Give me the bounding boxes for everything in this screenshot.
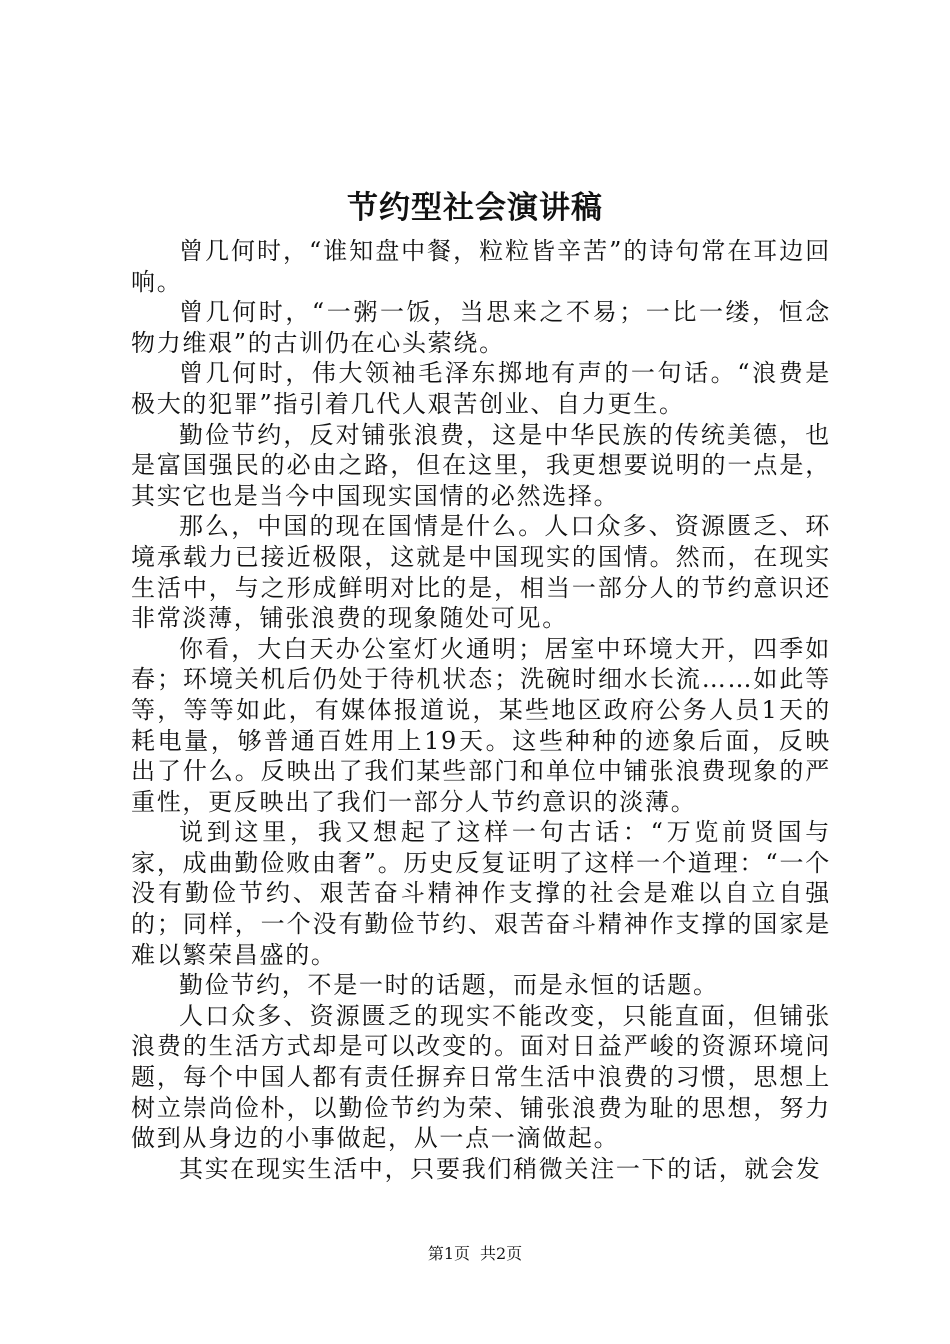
paragraph: 曾几何时，“一粥一饭，当思来之不易；一比一缕，恒念物力维艰”的古训仍在心头萦绕。 bbox=[131, 298, 831, 357]
paragraph: 勤俭节约，不是一时的话题，而是永恒的话题。 bbox=[179, 971, 719, 1000]
paragraph: 曾几何时，伟大领袖毛泽东掷地有声的一句话。“浪费是极大的犯罪”指引着几代人艰苦创业、自力更生。 bbox=[131, 359, 831, 418]
paragraph: 勤俭节约，反对铺张浪费，这是中华民族的传统美德，也是富国强民的必由之路，但在这里，我更想要说明的一点是，其实它也是当今中国现实国情的必然选择。 bbox=[131, 420, 831, 510]
page-title: 节约型社会演讲稿 bbox=[347, 190, 603, 226]
document-body bbox=[131, 236, 831, 1184]
paragraph: 那么，中国的现在国情是什么。人口众多、资源匮乏、环境承载力已接近极限，这就是中国现实的国情。然而，在现实生活中，与之形成鲜明对比的是，相当一部分人的节约意识还非常淡薄，铺张浪费的现象随处可见。 bbox=[131, 512, 831, 633]
page-total: 共2页 bbox=[480, 1244, 523, 1263]
paragraph: 你看，大白天办公室灯火通明；居室中环境大开，四季如春；环境关机后仍处于待机状态；洗碗时细水长流……如此等等，等等如此，有媒体报道说，某些地区政府公务人员1天的耗电量，够普通百姓用上19天。这些种种的迹象后面，反映出了什么。反映出了我们某些部门和单位中铺张浪费现象的严重性，更反映出了我们一部分人节约意识的淡薄。 bbox=[131, 634, 831, 816]
paragraph: 人口众多、资源匮乏的现实不能改变，只能直面，但铺张浪费的生活方式却是可以改变的。面对日益严峻的资源环境问题，每个中国人都有责任摒弃日常生活中浪费的习惯，思想上树立崇尚俭朴，以勤俭节约为荣、铺张浪费为耻的思想，努力做到从身边的小事做起，从一点一滴做起。 bbox=[131, 1001, 831, 1153]
paragraph: 其实在现实生活中，只要我们稍微关注一下的话，就会发 bbox=[179, 1154, 822, 1183]
page-footer bbox=[0, 1244, 950, 1264]
page-number: 第1页 bbox=[427, 1244, 470, 1263]
paragraph: 说到这里，我又想起了这样一句古话：“万览前贤国与家，成曲勤俭败由奢”。历史反复证明了这样一个道理：“一个没有勤俭节约、艰苦奋斗精神作支撑的社会是难以自立自强的；同样，一个没有勤俭节约、艰苦奋斗精神作支撑的国家是难以繁荣昌盛的。 bbox=[131, 818, 831, 969]
paragraph: 曾几何时，“谁知盘中餐，粒粒皆辛苦”的诗句常在耳边回响。 bbox=[131, 237, 831, 296]
